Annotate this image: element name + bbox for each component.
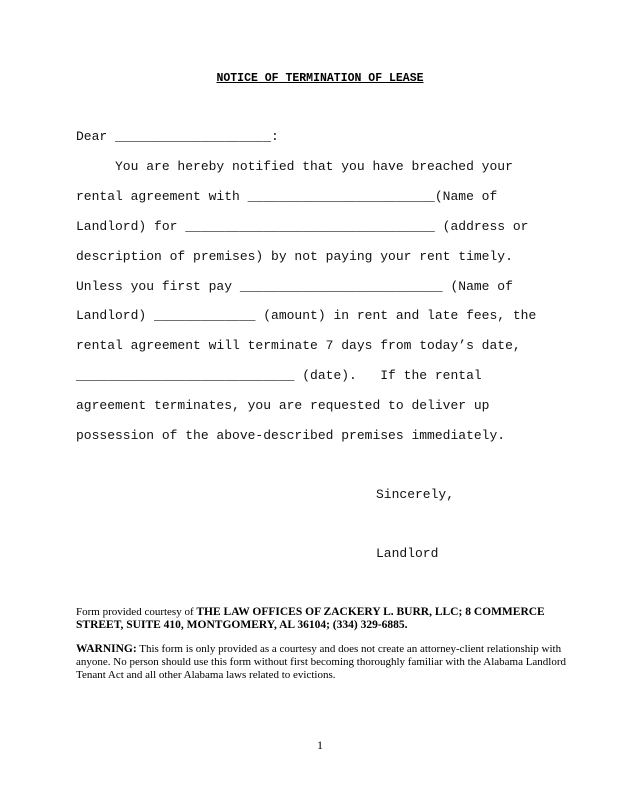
body-line: Unless you first pay __________________________ (Name of: [76, 279, 513, 294]
body-line: Landlord) _____________ (amount) in rent and late fees, the: [76, 308, 537, 323]
salutation-line: Dear ____________________:: [76, 129, 279, 144]
body-line: You are hereby notified that you have breached your: [76, 159, 513, 174]
body-line: rental agreement with ________________________(Name of: [76, 189, 498, 204]
document-title: NOTICE OF TERMINATION OF LEASE: [216, 72, 424, 85]
warning-text: This form is only provided as a courtesy and does not create an attorney-client relationship with anyone. No person should use this form without first becoming thoroughly familiar with the Alabama Landlord Tenant Act and all other Alabama laws related to evictions.: [76, 643, 567, 681]
courtesy-prefix: Form provided courtesy of: [76, 606, 197, 618]
page-number: 1: [317, 738, 323, 752]
warning-label: WARNING:: [76, 643, 137, 655]
signature: Landlord: [376, 546, 439, 561]
body-line: ____________________________ (date). If the rental: [76, 368, 482, 383]
body-line: rental agreement will terminate 7 days from today’s date,: [76, 338, 521, 353]
body-line: Landlord) for ________________________________ (address or: [76, 219, 529, 234]
closing: Sincerely,: [376, 487, 455, 502]
courtesy-note: [76, 606, 576, 632]
body-line: agreement terminates, you are requested to deliver up: [76, 398, 490, 413]
body-line: possession of the above-described premises immediately.: [76, 428, 506, 443]
warning-note: [76, 643, 576, 682]
body-line: description of premises) by not paying your rent timely.: [76, 249, 513, 264]
law-office-info: THE LAW OFFICES OF ZACKERY L. BURR, LLC; 8 COMMERCE STREET, SUITE 410, MONTGOMERY, AL 36104; (334) 329-6885.: [76, 606, 545, 631]
